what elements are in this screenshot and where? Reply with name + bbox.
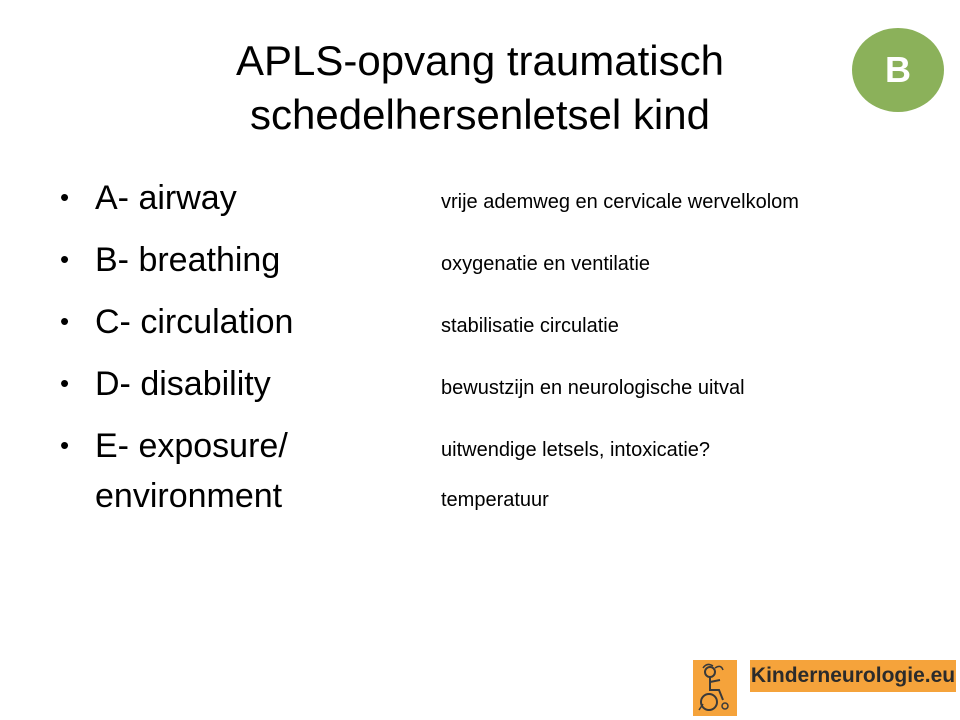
item-term: D- disability [95,365,271,403]
item-term: A- airway [95,179,237,217]
item-term: B- breathing [95,241,281,279]
title-line-2: schedelhersenletsel kind [250,91,710,138]
child-wheelchair-icon [693,660,737,716]
item-term-continued: environment [95,477,283,515]
item-description: bewustzijn en neurologische uitval [441,377,745,399]
item-description: vrije ademweg en cervicale wervelkolom [441,191,799,213]
slide-title [0,34,960,142]
title-line-1: APLS-opvang traumatisch [236,37,724,84]
bullet-icon: • [60,430,70,460]
item-description: uitwendige letsels, intoxicatie? [441,439,711,461]
section-badge [852,28,944,112]
item-description: stabilisatie circulatie [441,315,619,337]
item-term: E- exposure/ [95,427,288,465]
brand-label: Kinderneurologie.eu [750,664,956,687]
child-wheelchair-icon-svg [693,660,737,716]
bullet-icon: • [60,306,70,336]
bullet-icon: • [60,244,70,274]
badge-label: B [885,49,911,90]
brand-banner [750,660,956,692]
bullet-icon: • [60,368,70,398]
item-description-continued: temperatuur [441,489,549,511]
item-term: C- circulation [95,303,294,341]
item-description: oxygenatie en ventilatie [441,253,651,275]
bullet-icon: • [60,182,70,212]
